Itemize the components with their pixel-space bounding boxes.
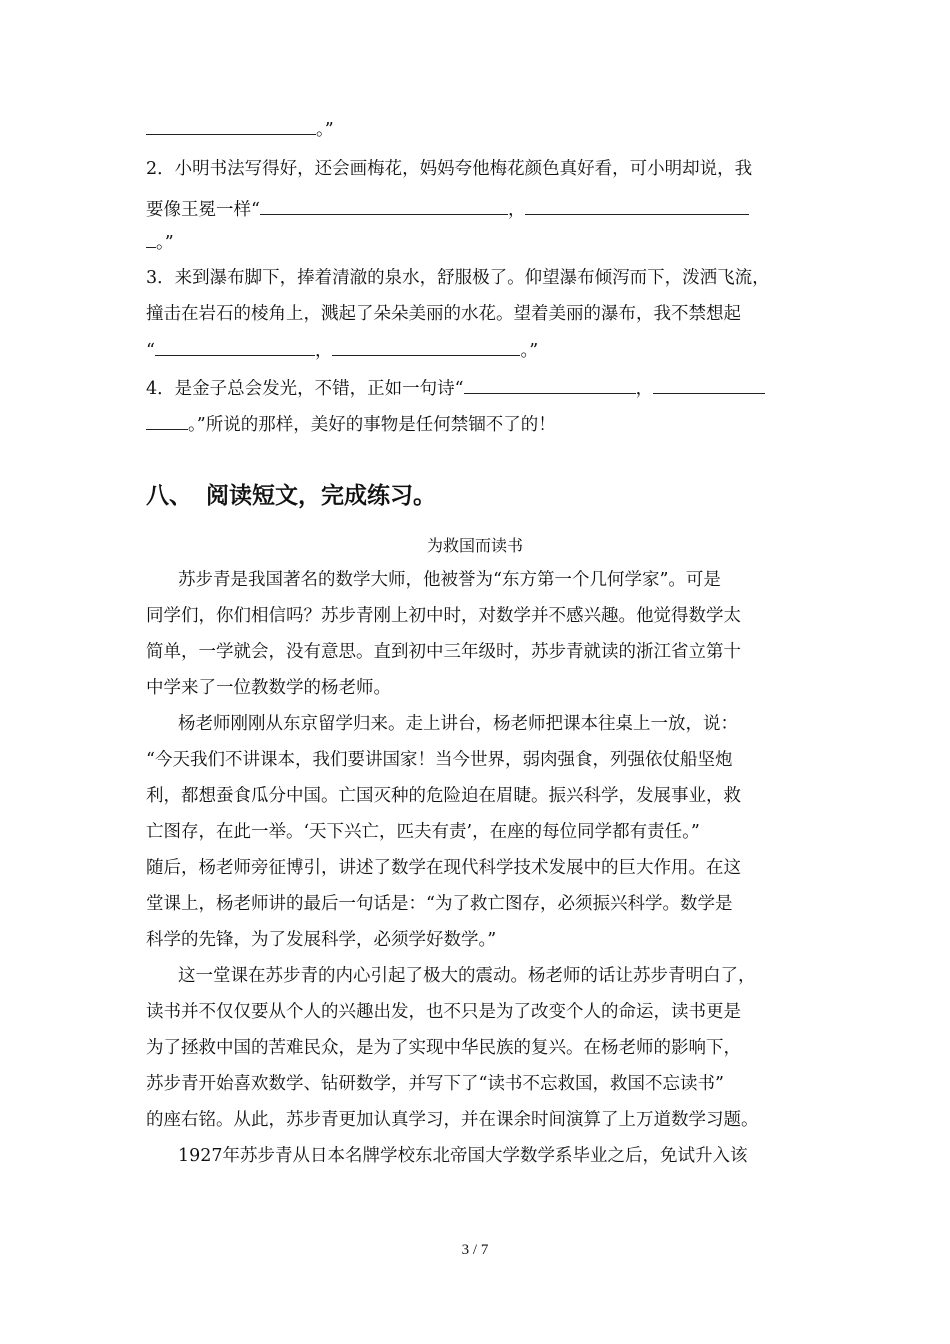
section-title: 阅读短文，完成练习。 [206,482,436,509]
answer-blank[interactable] [464,376,636,394]
article-line: “今天我们不讲课本，我们要讲国家！当今世界，弱肉强食，列强依仗船坚炮 [146,750,733,770]
article-line: 简单，一学就会，没有意思。直到初中三年级时，苏步青就读的浙江省立第十 [146,642,741,662]
article-line: 的座右铭。从此，苏步青更加认真学习，并在课余时间演算了上万道数学习题。 [146,1110,759,1130]
answer-blank[interactable] [146,412,188,430]
article-line: 亡图存，在此一举。‘天下兴亡，匹夫有责’，在座的每位同学都有责任。” [146,822,700,842]
article-line: 读书并不仅仅要从个人的兴趣出发，也不只是为了改变个人的命运，读书更是 [146,1002,741,1022]
q4-line-2: 。”所说的那样，美好的事物是任何禁锢不了的！ [146,412,556,437]
answer-blank[interactable] [653,376,765,394]
article-line: 为了拯救中国的苦难民众，是为了实现中华民族的复兴。在杨老师的影响下， [146,1038,741,1058]
q2-line-3: 。” [146,230,174,255]
answer-blank[interactable] [146,230,156,248]
answer-blank[interactable] [525,197,749,215]
article-line: 利，都想蚕食瓜分中国。亡国灭种的危险迫在眉睫。振兴科学，发展事业，救 [146,786,741,806]
article-line: 杨老师刚刚从东京留学归来。走上讲台，杨老师把课本往桌上一放，说： [178,714,738,734]
q3-line-2: 撞击在岩石的棱角上，溅起了朵朵美丽的水花。望着美丽的瀑布，我不禁想起 [146,304,741,324]
answer-blank[interactable] [260,197,508,215]
article-line: 随后，杨老师旁征博引，讲述了数学在现代科学技术发展中的巨大作用。在这 [146,858,741,878]
q2-line-1: 2．小明书法写得好，还会画梅花，妈妈夸他梅花颜色真好看，可小明却说，我 [146,159,753,179]
q3-line-3: “ ， 。” [146,338,538,363]
article-line: 这一堂课在苏步青的内心引起了极大的震动。杨老师的话让苏步青明白了， [178,966,756,986]
q2-line-2: 要像王冕一样“ ， [146,197,749,222]
q4-line-1: 4．是金子总会发光，不错，正如一句诗“ ， [146,376,765,401]
article-line: 1927年苏步青从日本名牌学校东北帝国大学数学系毕业之后，免试升入该 [178,1146,748,1166]
page-number: 3 / 7 [461,1242,489,1258]
article-line: 同学们，你们相信吗？苏步青刚上初中时，对数学并不感兴趣。他觉得数学太 [146,606,741,626]
answer-blank[interactable] [146,117,316,135]
article-line: 科学的先锋，为了发展科学，必须学好数学。” [146,930,497,950]
answer-blank[interactable] [332,338,520,356]
article-line: 中学来了一位教数学的杨老师。 [146,678,391,698]
article-line: 苏步青是我国著名的数学大师，他被誉为“东方第一个几何学家”。可是 [178,570,721,590]
article-line: 堂课上，杨老师讲的最后一句话是：“为了救亡图存，必须振兴科学。数学是 [146,894,733,914]
section-number: 八、 [146,482,192,509]
answer-blank[interactable] [155,338,315,356]
article-line: 苏步青开始喜欢数学、钻研数学，并写下了“读书不忘救国，救国不忘读书” [146,1074,724,1094]
section-heading [146,481,436,511]
q3-line-1: 3．来到瀑布脚下，捧着清澈的泉水，舒服极了。仰望瀑布倾泻而下，泼洒飞流， [146,268,770,288]
article-title: 为救国而读书 [426,536,523,555]
q1-answer-line: 。” [146,117,334,142]
